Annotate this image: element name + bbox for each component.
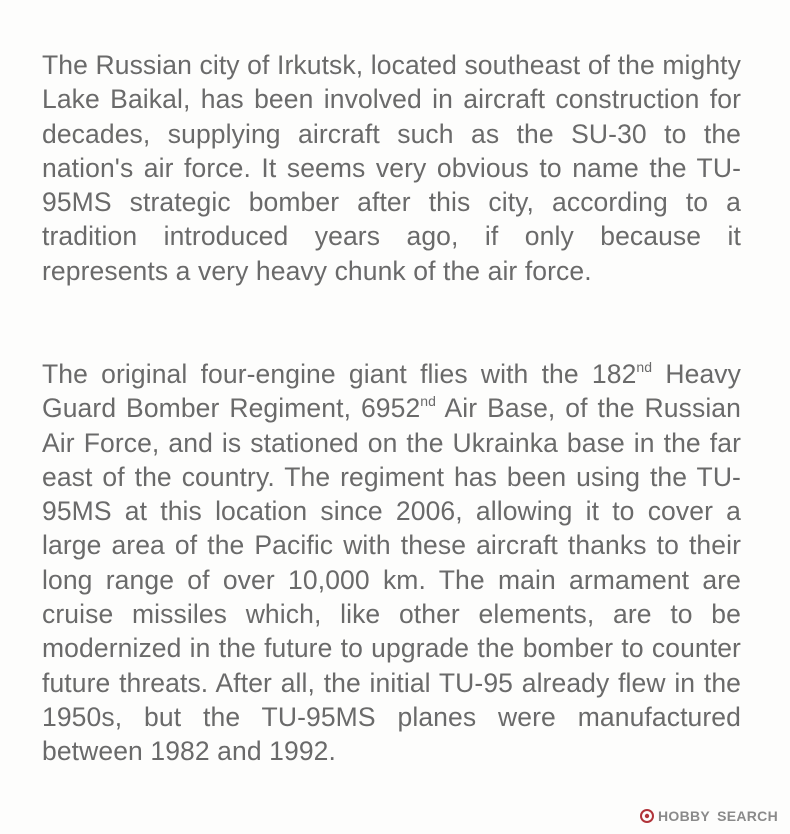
watermark-brand: HOBBY (658, 808, 711, 824)
paragraph-regiment (42, 357, 741, 769)
paragraph-2-part-3: Air Base, of the Russian Air Force, and is stationed on the Ukrainka base in the far east of the country. The regiment has been using the TU-95MS at this location since 2006, allowing it to cover a large area of the Pacific with these aircraft thanks to their long range of over 10,000 km. The main armament are cruise missiles which, like other elements, are to be modernized in the future to upgrade the bomber to counter future threats. After all, the initial TU-95 already flew in the 1950s, but the TU-95MS planes were manufactured between 1982 and 1992. (42, 393, 741, 767)
hobby-search-logo-icon (640, 809, 654, 823)
paragraph-2-part-1: The original four-engine giant flies with the 182 (42, 359, 637, 389)
paragraph-1-text: The Russian city of Irkutsk, located southeast of the mighty Lake Baikal, has been involved in aircraft construction for decades, supplying aircraft such as the SU-30 to the nation's air force. It seems very obvious to name the TU-95MS strategic bomber after this city, according to a tradition introduced years ago, if only because it represents a very heavy chunk of the air force. (42, 50, 741, 286)
paragraph-irkutsk (42, 48, 741, 288)
ordinal-suffix-1: nd (636, 359, 653, 375)
watermark-search: SEARCH (717, 808, 778, 824)
ordinal-suffix-2: nd (420, 393, 437, 410)
paragraph-2-part-2: Heavy Guard Bomber Regiment, 6952 (42, 359, 741, 424)
hobby-search-watermark (640, 808, 778, 824)
